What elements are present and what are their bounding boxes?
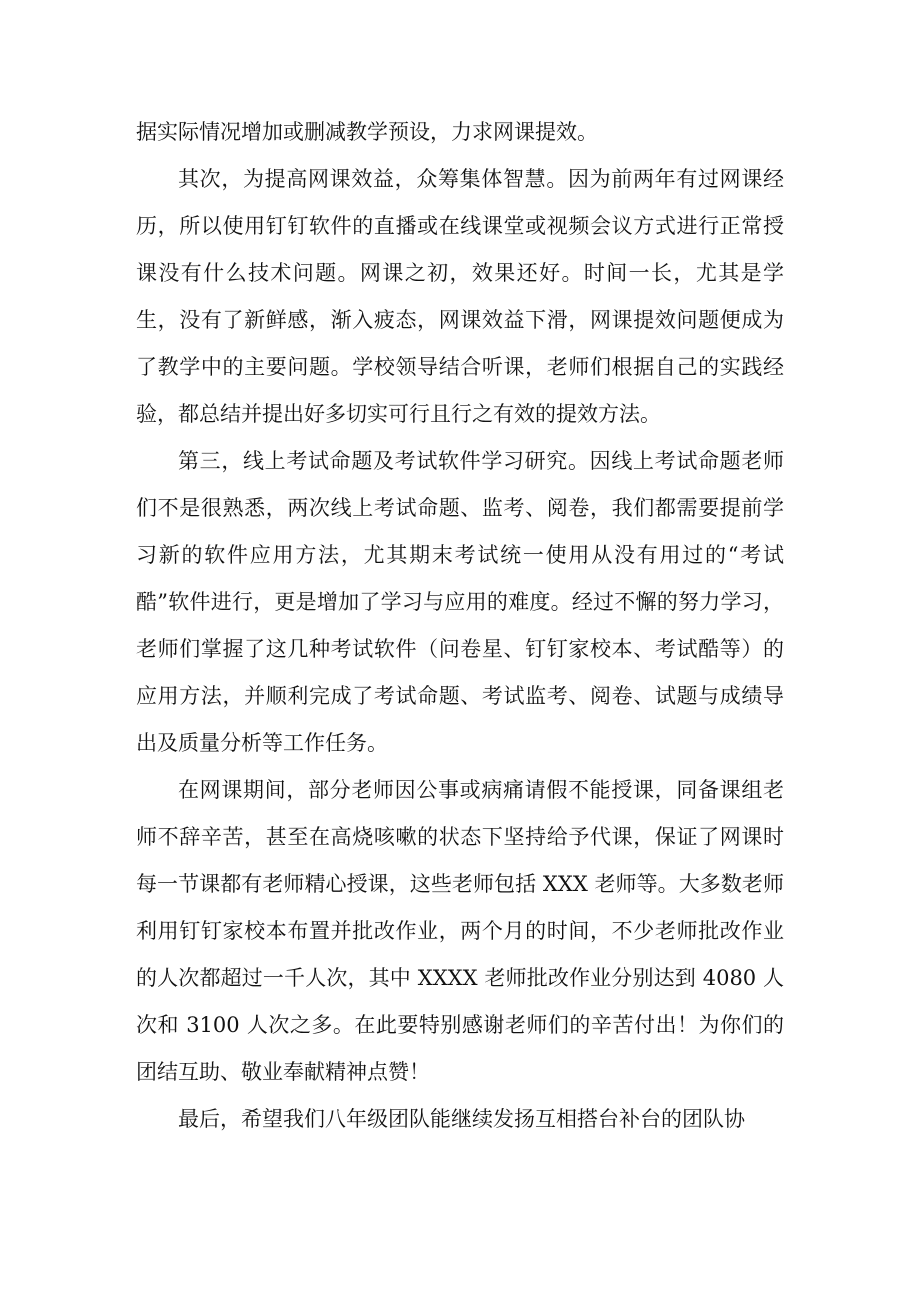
paragraph-third: 第三，线上考试命题及考试软件学习研究。因线上考试命题老师们不是很熟悉，两次线上考试命题、监考、阅卷，我们都需要提前学习新的软件应用方法，尤其期末考试统一使用从没有用过的“考试酷”软件进行，更是增加了学习与应用的难度。经过不懈的努力学习，老师们掌握了这几种考试软件（问卷星、钉钉家校本、考试酷等）的应用方法，并顺利完成了考试命题、考试监考、阅卷、试题与成绩导出及质量分析等工作任务。 — [136, 449, 784, 755]
paragraph-finally: 最后，希望我们八年级团队能继续发扬互相搭台补台的团队协 — [178, 1107, 745, 1131]
paragraph-second: 其次，为提高网课效益，众筹集体智慧。因为前两年有过网课经历，所以使用钉钉软件的直播或在线课堂或视频会议方式进行正常授课没有什么技术问题。网课之初，效果还好。时间一长，尤其是学生，没有了新鲜感，渐入疲态，网课效益下滑，网课提效问题便成为了教学中的主要问题。学校领导结合听课，老师们根据自己的实践经验，都总结并提出好多切实可行且行之有效的提效方法。 — [136, 167, 784, 426]
paragraph-substitute-teaching: 在网课期间，部分老师因公事或病痛请假不能授课，同备课组老师不辞辛苦，甚至在高烧咳嗽的状态下坚持给予代课，保证了网课时每一节课都有老师精心授课，这些老师包括 XXX 老师等。大多数老师利用钉钉家校本布置并批改作业，两个月的时间，不少老师批改作业的人次都超过一千人次，其中 XXXX 老师批改作业分别达到 4080 人次和 3100 人次之多。在此要特别感谢老师们的辛苦付出！为你们的团结互助、敬业奉献精神点赞！ — [136, 778, 784, 1084]
document-body — [136, 109, 784, 1143]
paragraph-continuation: 据实际情况增加或删减教学预设，力求网课提效。 — [136, 120, 598, 144]
